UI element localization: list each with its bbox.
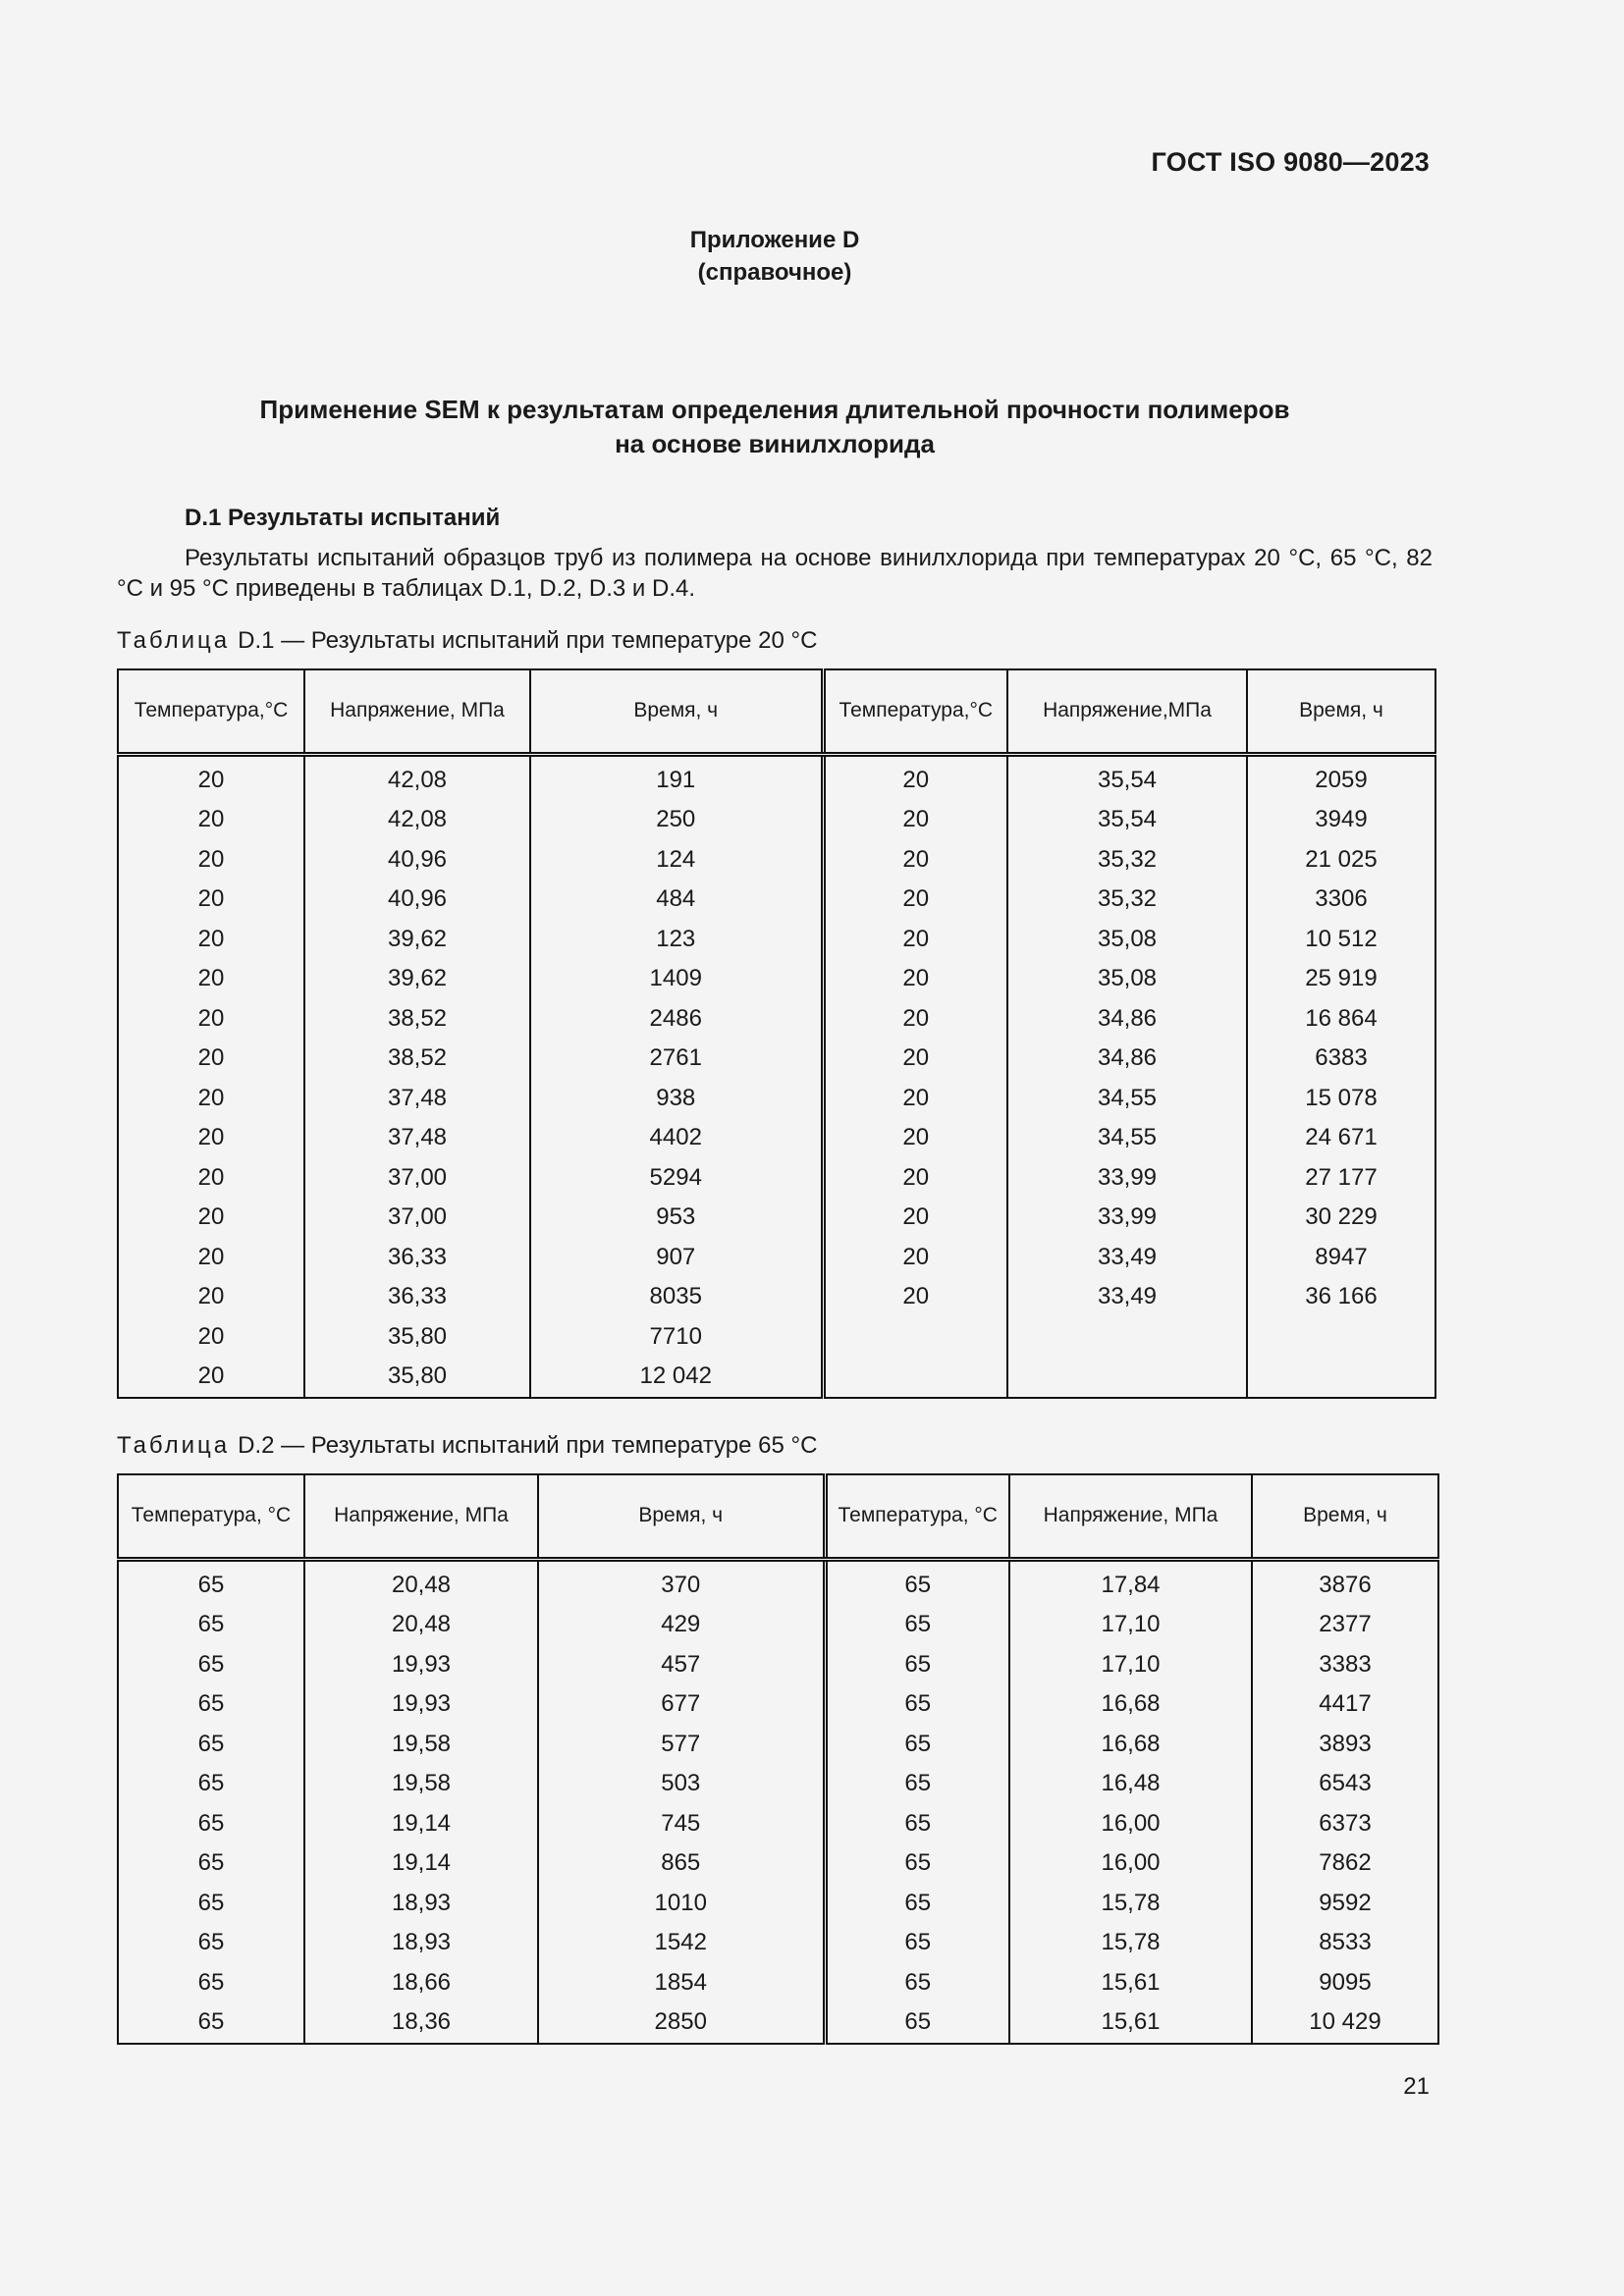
table-cell: 9095 <box>1252 1963 1438 2003</box>
table-row <box>118 1357 1435 1398</box>
table-row <box>118 1923 1438 1963</box>
title-line-1: Применение SEM к результатам определения длительной прочности полимеров <box>259 395 1290 424</box>
table-cell: 65 <box>118 1884 304 1924</box>
table-cell: 19,14 <box>304 1843 538 1884</box>
table-row <box>118 1277 1435 1317</box>
table-cell <box>1007 1357 1247 1398</box>
title-line-2: на основе винилхлорида <box>615 429 935 458</box>
table-cell: 38,52 <box>304 999 530 1040</box>
table-cell: 6373 <box>1252 1804 1438 1844</box>
table-cell: 3306 <box>1247 880 1435 920</box>
table-cell: 35,80 <box>304 1357 530 1398</box>
table-cell: 865 <box>538 1843 825 1884</box>
table-cell: 484 <box>530 880 823 920</box>
table-row <box>118 840 1435 881</box>
table-cell: 5294 <box>530 1158 823 1199</box>
table-cell: 20 <box>823 1277 1007 1317</box>
table-cell: 20 <box>118 1277 304 1317</box>
table-cell: 36,33 <box>304 1238 530 1278</box>
table-cell: 20 <box>118 999 304 1040</box>
table-cell: 16 864 <box>1247 999 1435 1040</box>
table-cell: 37,48 <box>304 1118 530 1158</box>
table-cell: 20 <box>118 840 304 881</box>
table-cell <box>823 1317 1007 1358</box>
table-d1-header-stress: Напряжение, МПа <box>304 669 530 754</box>
table-cell: 65 <box>118 1843 304 1884</box>
table-cell: 907 <box>530 1238 823 1278</box>
table-cell: 34,55 <box>1007 1079 1247 1119</box>
table-cell: 677 <box>538 1684 825 1725</box>
table-cell: 370 <box>538 1559 825 1605</box>
table-cell: 18,66 <box>304 1963 538 2003</box>
table-row <box>118 1684 1438 1725</box>
table-d1-header-time: Время, ч <box>530 669 823 754</box>
table-row <box>118 2002 1438 2044</box>
table-d1-header-time-2: Время, ч <box>1247 669 1435 754</box>
table-cell: 15,61 <box>1009 2002 1252 2044</box>
table-d1-header-stress-2: Напряжение,МПа <box>1007 669 1247 754</box>
table-cell: 65 <box>825 1684 1009 1725</box>
table-d2-header-time-2: Время, ч <box>1252 1474 1438 1559</box>
table-row <box>118 959 1435 999</box>
table-row <box>118 1158 1435 1199</box>
table-row <box>118 1804 1438 1844</box>
table-cell: 15,78 <box>1009 1923 1252 1963</box>
table-cell: 20 <box>823 1158 1007 1199</box>
table-cell: 15 078 <box>1247 1079 1435 1119</box>
table-cell: 191 <box>530 754 823 800</box>
table-cell: 65 <box>118 1725 304 1765</box>
table-cell: 457 <box>538 1645 825 1685</box>
table-cell: 65 <box>825 1605 1009 1645</box>
table-row <box>118 1198 1435 1238</box>
table-cell: 20 <box>823 1118 1007 1158</box>
table-cell: 124 <box>530 840 823 881</box>
table-cell: 20 <box>118 920 304 960</box>
table-cell: 34,55 <box>1007 1118 1247 1158</box>
table-cell <box>1007 1317 1247 1358</box>
table-cell: 1542 <box>538 1923 825 1963</box>
table-cell: 20 <box>823 840 1007 881</box>
table-cell: 7862 <box>1252 1843 1438 1884</box>
table-cell: 20 <box>118 1079 304 1119</box>
table-d1-caption-text: D.1 — Результаты испытаний при температуре 20 °C <box>238 627 818 654</box>
appendix-status: (справочное) <box>697 259 852 286</box>
table-cell: 36 166 <box>1247 1277 1435 1317</box>
table-cell: 938 <box>530 1079 823 1119</box>
table-cell: 65 <box>118 1559 304 1605</box>
table-row <box>118 1559 1438 1605</box>
appendix-title: Приложение D <box>689 227 860 253</box>
table-d1-body <box>118 754 1435 1398</box>
table-cell: 20,48 <box>304 1559 538 1605</box>
table-cell: 18,93 <box>304 1923 538 1963</box>
table-cell: 30 229 <box>1247 1198 1435 1238</box>
table-cell: 17,10 <box>1009 1605 1252 1645</box>
table-cell: 65 <box>118 1684 304 1725</box>
table-cell: 38,52 <box>304 1039 530 1079</box>
table-cell: 577 <box>538 1725 825 1765</box>
table-cell: 16,48 <box>1009 1764 1252 1804</box>
table-cell: 35,08 <box>1007 959 1247 999</box>
table-cell: 3383 <box>1252 1645 1438 1685</box>
table-cell: 40,96 <box>304 840 530 881</box>
table-cell: 20 <box>118 1039 304 1079</box>
table-cell: 33,99 <box>1007 1198 1247 1238</box>
table-cell: 19,58 <box>304 1725 538 1765</box>
table-cell: 17,84 <box>1009 1559 1252 1605</box>
table-cell: 9592 <box>1252 1884 1438 1924</box>
document-code: ГОСТ ISO 9080—2023 <box>1151 147 1430 177</box>
table-cell: 250 <box>530 800 823 840</box>
table-cell: 20 <box>823 754 1007 800</box>
table-cell: 37,00 <box>304 1158 530 1199</box>
table-cell: 65 <box>825 1923 1009 1963</box>
table-cell: 16,68 <box>1009 1684 1252 1725</box>
table-row <box>118 1039 1435 1079</box>
table-d2-header-temperature-2: Температура, °C <box>825 1474 1009 1559</box>
table-cell: 953 <box>530 1198 823 1238</box>
table-row <box>118 1963 1438 2003</box>
table-cell: 20 <box>823 959 1007 999</box>
table-cell: 20 <box>118 1357 304 1398</box>
table-row <box>118 754 1435 800</box>
table-cell: 20 <box>118 754 304 800</box>
table-cell: 16,00 <box>1009 1804 1252 1844</box>
table-cell: 19,14 <box>304 1804 538 1844</box>
table-cell: 65 <box>825 1843 1009 1884</box>
table-cell: 36,33 <box>304 1277 530 1317</box>
table-cell: 35,32 <box>1007 880 1247 920</box>
table-cell: 6383 <box>1247 1039 1435 1079</box>
table-cell: 19,93 <box>304 1645 538 1685</box>
table-cell: 33,49 <box>1007 1238 1247 1278</box>
table-cell: 65 <box>825 1884 1009 1924</box>
table-cell: 10 429 <box>1252 2002 1438 2044</box>
table-cell: 20 <box>823 1198 1007 1238</box>
table-cell: 42,08 <box>304 800 530 840</box>
table-cell: 20 <box>823 920 1007 960</box>
table-d2-body <box>118 1559 1438 2044</box>
table-cell: 37,48 <box>304 1079 530 1119</box>
table-d1 <box>117 668 1436 1399</box>
table-d2-caption-word: Таблица <box>117 1432 231 1459</box>
table-cell: 20 <box>118 1317 304 1358</box>
table-cell: 20 <box>823 999 1007 1040</box>
table-cell: 35,32 <box>1007 840 1247 881</box>
table-cell: 8947 <box>1247 1238 1435 1278</box>
table-d2-header-time: Время, ч <box>538 1474 825 1559</box>
table-cell <box>1247 1317 1435 1358</box>
table-d2-header-row <box>118 1474 1438 1559</box>
table-cell: 20 <box>118 1118 304 1158</box>
table-cell: 3949 <box>1247 800 1435 840</box>
table-cell: 20 <box>118 800 304 840</box>
table-cell: 1854 <box>538 1963 825 2003</box>
table-cell: 3893 <box>1252 1725 1438 1765</box>
table-row <box>118 1645 1438 1685</box>
table-cell: 65 <box>825 1645 1009 1685</box>
table-cell: 15,78 <box>1009 1884 1252 1924</box>
table-cell: 1010 <box>538 1884 825 1924</box>
table-cell: 20 <box>823 880 1007 920</box>
table-cell: 20 <box>118 1238 304 1278</box>
table-d2 <box>117 1473 1439 2045</box>
table-cell: 39,62 <box>304 959 530 999</box>
table-d2-caption <box>117 1432 817 1460</box>
table-cell: 2486 <box>530 999 823 1040</box>
table-cell: 65 <box>825 1764 1009 1804</box>
table-row <box>118 1605 1438 1645</box>
table-cell: 4402 <box>530 1118 823 1158</box>
table-cell: 20 <box>118 1158 304 1199</box>
table-cell: 20 <box>118 1198 304 1238</box>
table-cell: 34,86 <box>1007 1039 1247 1079</box>
table-cell: 65 <box>118 1804 304 1844</box>
table-cell: 2850 <box>538 2002 825 2044</box>
table-cell: 33,99 <box>1007 1158 1247 1199</box>
table-cell: 39,62 <box>304 920 530 960</box>
table-cell: 19,93 <box>304 1684 538 1725</box>
table-row <box>118 1238 1435 1278</box>
table-cell: 65 <box>825 1963 1009 2003</box>
table-d2-header-temperature: Температура, °C <box>118 1474 304 1559</box>
section-paragraph: Результаты испытаний образцов труб из полимера на основе винилхлорида при температурах 20 °C, 65 °C, 82 °C и 95 °C приведены в таблицах D.1, D.2, D.3 и D.4. <box>117 545 1433 602</box>
table-cell: 123 <box>530 920 823 960</box>
table-cell: 7710 <box>530 1317 823 1358</box>
table-cell: 10 512 <box>1247 920 1435 960</box>
table-cell: 503 <box>538 1764 825 1804</box>
table-cell: 35,54 <box>1007 800 1247 840</box>
table-cell: 12 042 <box>530 1357 823 1398</box>
table-cell: 8533 <box>1252 1923 1438 1963</box>
table-cell: 20 <box>823 1238 1007 1278</box>
table-cell: 65 <box>118 1605 304 1645</box>
table-cell: 18,36 <box>304 2002 538 2044</box>
table-row <box>118 800 1435 840</box>
table-cell: 2761 <box>530 1039 823 1079</box>
table-cell: 20 <box>823 1079 1007 1119</box>
table-cell: 20 <box>823 800 1007 840</box>
table-cell: 34,86 <box>1007 999 1247 1040</box>
table-cell: 65 <box>825 1804 1009 1844</box>
table-row <box>118 999 1435 1040</box>
table-d1-header-row <box>118 669 1435 754</box>
table-cell: 27 177 <box>1247 1158 1435 1199</box>
table-cell: 65 <box>118 2002 304 2044</box>
table-cell: 65 <box>118 1963 304 2003</box>
table-cell: 42,08 <box>304 754 530 800</box>
table-cell: 15,61 <box>1009 1963 1252 2003</box>
table-d2-header-stress-2: Напряжение, МПа <box>1009 1474 1252 1559</box>
table-cell: 20 <box>823 1039 1007 1079</box>
table-cell: 19,58 <box>304 1764 538 1804</box>
table-cell: 65 <box>118 1923 304 1963</box>
table-cell: 3876 <box>1252 1559 1438 1605</box>
table-cell: 745 <box>538 1804 825 1844</box>
table-cell: 35,08 <box>1007 920 1247 960</box>
table-cell: 33,49 <box>1007 1277 1247 1317</box>
table-d1-caption <box>117 627 817 655</box>
table-row <box>118 1725 1438 1765</box>
table-cell: 35,54 <box>1007 754 1247 800</box>
table-d2-header-stress: Напряжение, МПа <box>304 1474 538 1559</box>
table-cell: 20 <box>118 880 304 920</box>
table-d1-header-temperature-2: Температура,°C <box>823 669 1007 754</box>
table-cell <box>823 1357 1007 1398</box>
table-cell: 65 <box>118 1764 304 1804</box>
page-number: 21 <box>1403 2073 1430 2100</box>
table-cell: 6543 <box>1252 1764 1438 1804</box>
table-cell: 20 <box>118 959 304 999</box>
table-cell: 21 025 <box>1247 840 1435 881</box>
table-row <box>118 1843 1438 1884</box>
table-cell: 25 919 <box>1247 959 1435 999</box>
table-row <box>118 1079 1435 1119</box>
table-d1-caption-word: Таблица <box>117 627 231 654</box>
appendix-heading <box>0 224 1549 289</box>
table-cell: 20,48 <box>304 1605 538 1645</box>
table-cell: 16,00 <box>1009 1843 1252 1884</box>
appendix-subject-title <box>0 393 1549 461</box>
table-cell: 4417 <box>1252 1684 1438 1725</box>
table-d2-caption-text: D.2 — Результаты испытаний при температуре 65 °C <box>238 1432 818 1459</box>
table-cell: 8035 <box>530 1277 823 1317</box>
table-row <box>118 880 1435 920</box>
table-cell <box>1247 1357 1435 1398</box>
table-row <box>118 1118 1435 1158</box>
table-cell: 37,00 <box>304 1198 530 1238</box>
table-cell: 17,10 <box>1009 1645 1252 1685</box>
table-cell: 65 <box>825 1559 1009 1605</box>
table-cell: 1409 <box>530 959 823 999</box>
table-cell: 16,68 <box>1009 1725 1252 1765</box>
table-d1-header-temperature: Температура,°C <box>118 669 304 754</box>
section-heading: D.1 Результаты испытаний <box>185 505 501 531</box>
table-cell: 2377 <box>1252 1605 1438 1645</box>
table-cell: 35,80 <box>304 1317 530 1358</box>
table-cell: 40,96 <box>304 880 530 920</box>
table-row <box>118 1764 1438 1804</box>
table-cell: 65 <box>118 1645 304 1685</box>
table-row <box>118 920 1435 960</box>
table-cell: 24 671 <box>1247 1118 1435 1158</box>
table-cell: 18,93 <box>304 1884 538 1924</box>
table-cell: 2059 <box>1247 754 1435 800</box>
table-cell: 65 <box>825 1725 1009 1765</box>
table-cell: 429 <box>538 1605 825 1645</box>
table-cell: 65 <box>825 2002 1009 2044</box>
table-row <box>118 1317 1435 1358</box>
table-row <box>118 1884 1438 1924</box>
